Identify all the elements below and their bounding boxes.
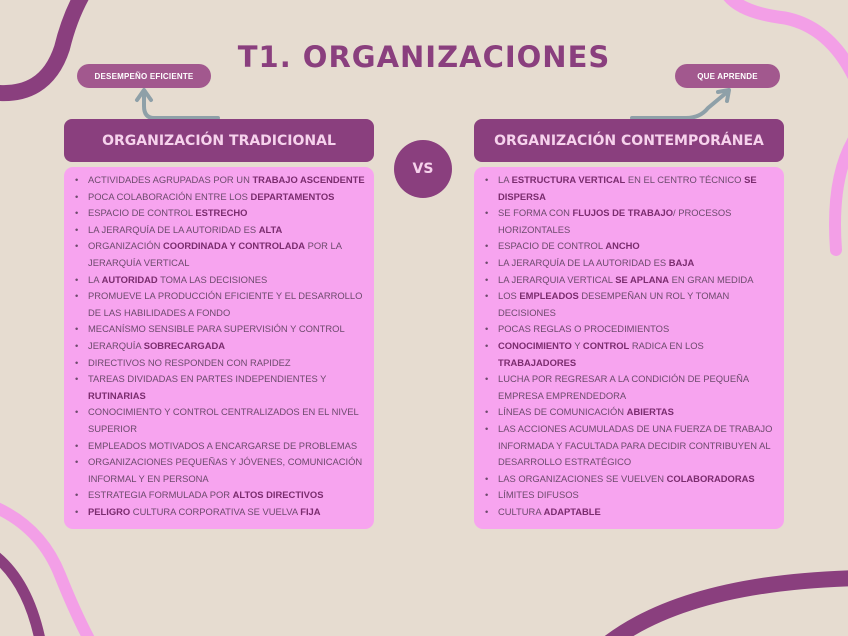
list-item [474,504,784,521]
list-item [474,272,784,289]
emphasis-text: AUTORIDAD [101,273,158,285]
item-text: LÍNEAS DE COMUNICACIÓN [498,406,627,418]
emphasis-text: TRABAJO ASCENDENTE [252,174,365,185]
item-text: LA JERARQUÍA DE LA AUTORIDAD ES [88,223,259,235]
list-item [64,454,374,487]
item-text: TAREAS DIVIDADAS EN PARTES INDEPENDIENTES Y [88,373,327,385]
right-connector-arrow [632,93,726,118]
emphasis-text: SE DISPERSA [498,174,757,202]
item-text: ACTIVIDADES AGRUPADAS POR UN [88,174,253,185]
list-tradicional [64,172,374,520]
bottom-right-swoosh [600,578,848,636]
heading-organizacion-tradicional: ORGANIZACIÓN TRADICIONAL [64,119,374,162]
list-item [64,238,374,271]
list-item [64,504,374,521]
list-item [474,371,784,404]
list-item [64,321,374,338]
item-text: POCAS REGLAS O PROCEDIMIENTOS [498,323,670,335]
emphasis-text: BAJA [668,256,695,268]
tag-que-aprende: QUE APRENDE [675,64,780,88]
item-text: POR LA JERARQUÍA VERTICAL [88,240,342,268]
item-text: EN GRAN MEDIDA [669,273,754,285]
list-item [64,205,374,222]
item-text: LUCHA POR REGRESAR A LA CONDICIÓN DE PEQUEÑA EMPRESA EMPRENDEDORA [498,373,749,401]
list-contemporanea [474,172,784,520]
item-text: LA [88,273,102,285]
list-item [64,404,374,437]
list-item [64,355,374,372]
emphasis-text: PELIGRO [88,505,131,517]
list-item [474,487,784,504]
list-item [474,205,784,238]
item-text: PROMUEVE LA PRODUCCIÓN EFICIENTE Y EL DESARROLLO DE LAS HABILIDADES A FONDO [88,290,363,318]
item-text: DIRECTIVOS NO RESPONDEN CON RAPIDEZ [88,356,291,368]
emphasis-text: COLABORADORAS [666,472,755,484]
emphasis-text: SOBRECARGADA [143,339,226,351]
emphasis-text: COORDINADA Y CONTROLADA [163,240,306,252]
item-text: ESPACIO DE CONTROL [498,240,606,252]
list-item [64,438,374,455]
emphasis-text: CONTROL [582,339,630,351]
item-text: LA JERARQUÍA DE LA AUTORIDAD ES [498,256,669,268]
item-text: LAS ACCIONES ACUMULADAS DE UNA FUERZA DE TRABAJO INFORMADA Y FACULTADA PARA DECIDIR CONTRIBUYEN AL DESARROLLO ESTRATÉGICO [498,422,773,468]
panel-contemporanea [474,167,784,529]
panel-tradicional [64,167,374,529]
emphasis-text: ABIERTAS [626,406,674,418]
item-text: CULTURA CORPORATIVA SE VUELVA [130,505,301,517]
item-text: ORGANIZACIÓN [88,240,164,252]
item-text: ESPACIO DE CONTROL [88,207,196,219]
item-text: RADICA EN LOS [629,339,704,351]
emphasis-text: RUTINARIAS [88,389,146,401]
list-item [474,172,784,205]
item-text: LA JERARQUIA VERTICAL [498,273,616,285]
emphasis-text: ADAPTABLE [543,505,601,517]
bottom-left-swoosh-purple [0,552,42,636]
item-text: LAS ORGANIZACIONES SE VUELVEN [498,472,667,484]
list-item [64,371,374,404]
list-item [64,487,374,504]
item-text: CONOCIMIENTO Y CONTROL CENTRALIZADOS EN EL NIVEL SUPERIOR [88,406,359,434]
list-item [64,172,374,189]
list-item [474,238,784,255]
emphasis-text: ANCHO [605,240,640,252]
list-item [474,471,784,488]
item-text: EN EL CENTRO TÉCNICO [625,174,745,185]
list-item [474,321,784,338]
heading-organizacion-contemporanea: ORGANIZACIÓN CONTEMPORÁNEA [474,119,784,162]
left-connector-arrow [144,93,218,118]
list-item [64,338,374,355]
emphasis-text: DEPARTAMENTOS [250,190,335,202]
vs-badge: VS [394,140,452,198]
item-text: / PROCESOS HORIZONTALES [498,207,732,235]
list-item [64,222,374,239]
tag-desempeno-eficiente: DESEMPEÑO EFICIENTE [77,64,211,88]
list-item [474,288,784,321]
emphasis-text: ALTOS DIRECTIVOS [232,489,324,501]
item-text: SE FORMA CON [498,207,573,219]
item-text: Y [571,339,583,351]
item-text: ORGANIZACIONES PEQUEÑAS Y JÓVENES, COMUNICACIÓN INFORMAL Y EN PERSONA [88,456,363,484]
emphasis-text: CONOCIMIENTO [498,339,572,351]
list-item [64,288,374,321]
item-text: JERARQUÍA [88,339,144,351]
emphasis-text: EMPLEADOS [519,290,579,302]
item-text: TOMA LAS DECISIONES [157,273,268,285]
list-item [474,421,784,471]
list-item [474,255,784,272]
item-text: DESEMPEÑAN UN ROL Y TOMAN DECISIONES [498,290,730,318]
list-item [474,404,784,421]
page-title: T1. ORGANIZACIONES [237,40,611,74]
list-item [64,189,374,206]
item-text: EMPLEADOS MOTIVADOS A ENCARGARSE DE PROBLEMAS [88,439,358,451]
emphasis-text: FIJA [300,505,321,517]
emphasis-text: TRABAJADORES [498,356,577,368]
list-item [474,338,784,371]
emphasis-text: ESTRECHO [195,207,248,219]
item-text: LA [498,174,512,185]
item-text: MECANÍSMO SENSIBLE PARA SUPERVISIÓN Y CONTROL [88,323,345,335]
emphasis-text: FLUJOS DE TRABAJO [572,207,674,219]
item-text: CULTURA [498,505,544,517]
item-text: LOS [498,290,520,302]
emphasis-text: ESTRUCTURA VERTICAL [511,174,626,185]
right-edge-swoosh [835,130,848,250]
list-item [64,272,374,289]
emphasis-text: ALTA [258,223,283,235]
emphasis-text: SE APLANA [615,273,670,285]
item-text: LÍMITES DIFUSOS [498,489,579,501]
item-text: POCA COLABORACIÓN ENTRE LOS [88,190,251,202]
item-text: ESTRATEGIA FORMULADA POR [88,489,233,501]
